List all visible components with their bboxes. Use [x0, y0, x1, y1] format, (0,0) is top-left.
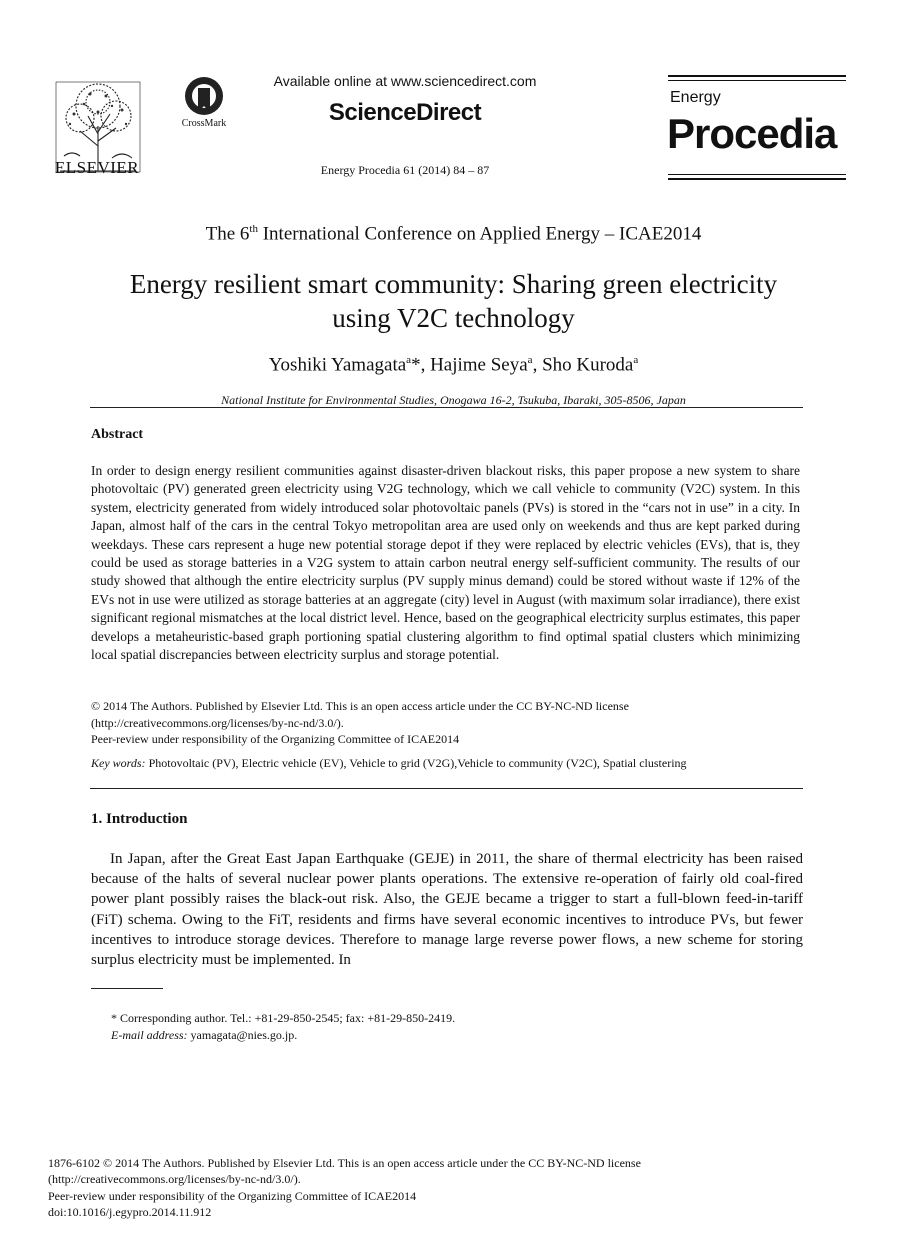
abstract-heading: Abstract — [91, 427, 144, 442]
author-name: Hajime Seya — [430, 354, 528, 376]
journal-logo-rule — [668, 178, 846, 180]
abstract-text: In order to design energy resilient communities against disaster-driven blackout risks, this paper propose a new system to share photovoltaic (PV) generated green electricity using V2G technology, which we call vehicle to community (V2C) system. In this system, electricity generated from widely introduced solar photovoltaic panels (PVs) is stored in the “cars not in use” in a city. In Japan, almost half of the cars in the central Tokyo metropolitan area are used only on weekends and thus are kept parked during weekdays. These cars represent a huge new potential storage depot if they were replaced by electric vehicles (EVs), that is, they could be used as storage batteries in a V2G system to attain carbon neutral energy self-sufficient community. The results of our study showed that although the entire electricity surplus (PV supply minus demand) could be stored without waste if 12% of the EVs not in use were utilized as storage batteries at an aggregate (city) level in August (with maximum solar irradiance), there exist significant regional mismatches at the local district level. Hence, based on the geographical electricity surplus estimates, this paper develops a metaheuristic-based graph portioning spatial clustering algorithm to find optimal spatial clusters which minimizing local spatial discrepancies between electricity surplus and storage potential. — [91, 463, 800, 663]
divider — [90, 407, 803, 408]
journal-logo-rule — [668, 80, 846, 81]
journal-logo-rule — [668, 174, 846, 175]
affiliation: National Institute for Environmental Studies, Onogawa 16-2, Tsukuba, Ibaraki, 305-8506, Japan — [221, 393, 686, 407]
email-note: E-mail address: yamagata@nies.go.jp. — [111, 1028, 298, 1042]
paper-title-line: using V2C technology — [332, 303, 575, 333]
journal-logo-energy: Energy — [670, 89, 721, 106]
available-online-text: Available online at www.sciencedirect.com — [273, 73, 537, 89]
copyright-notice: © 2014 The Authors. Published by Elsevier Ltd. This is an open access article under the CC BY-NC-ND license (http://creativecommons.org/licenses/by-nc-nd/3.0/). Peer-review under responsibility of the Organizing Committee of ICAE2014 — [91, 699, 629, 746]
author-name: Sho Kuroda — [542, 354, 634, 376]
keywords: Key words: Photovoltaic (PV), Electric vehicle (EV), Vehicle to grid (V2G),Vehicle to community (V2C), Spatial clustering — [91, 756, 687, 770]
footnote-rule — [91, 988, 163, 989]
journal-logo-rule — [668, 75, 846, 77]
corresponding-author-note: * Corresponding author. Tel.: +81-29-850-2545; fax: +81-29-850-2419. — [111, 1011, 456, 1025]
crossmark-label: CrossMark — [181, 118, 227, 129]
author-name: Yoshiki Yamagata — [268, 354, 407, 376]
doi[interactable]: doi:10.1016/j.egypro.2014.11.912 — [48, 1204, 212, 1219]
paper-title-line: Energy resilient smart community: Sharing green electricity — [129, 269, 778, 299]
divider — [90, 788, 803, 789]
publisher-name: ELSEVIER — [54, 158, 140, 177]
conference-name: The 6th International Conference on Applied Energy – ICAE2014 — [205, 223, 702, 245]
introduction-text: In Japan, after the Great East Japan Earthquake (GEJE) in 2011, the share of thermal electricity has been raised because of the halts of several nuclear power plants operations. The extensive re-operation of fairly old coal-fired power plant possibly raises the black-out risk. Also, the GEJE became a trigger to start a full-blown feed-in-tariff (FiT) schema. Owing to the FiT, residents and firms have several economic incentives to introduce PVs, but fewer incentives to introduce storage devices. Therefore to manage large reverse power flows, a new scheme for storing surplus electricity must be implemented. In — [91, 851, 803, 969]
section-heading: 1. Introduction — [91, 811, 188, 827]
paper-title — [60, 267, 847, 335]
sciencedirect-logo: ScienceDirect — [328, 99, 482, 126]
journal-reference: Energy Procedia 61 (2014) 84 – 87 — [320, 163, 490, 177]
author-list: Yoshiki Yamagata$^a$*, Hajime Seya$^a$, Sho Kuroda$^a$ — [268, 354, 639, 376]
journal-logo-procedia: Procedia — [667, 110, 837, 157]
page-footer: 1876-6102 © 2014 The Authors. Published by Elsevier Ltd. This is an open access article under the CC BY-NC-ND license (http://creativecommons.org/licenses/by-nc-nd/3.0/). Peer-review under responsibility of the Organizing Committee of ICAE2014 doi:10.1016/j.egypro.2014.11.912 — [48, 1155, 868, 1220]
email-address[interactable]: yamagata@nies.go.jp. — [187, 1028, 298, 1042]
license-link[interactable]: (http://creativecommons.org/licenses/by-nc-nd/3.0/). — [48, 1172, 301, 1187]
license-link[interactable]: (http://creativecommons.org/licenses/by-nc-nd/3.0/). — [91, 715, 344, 730]
